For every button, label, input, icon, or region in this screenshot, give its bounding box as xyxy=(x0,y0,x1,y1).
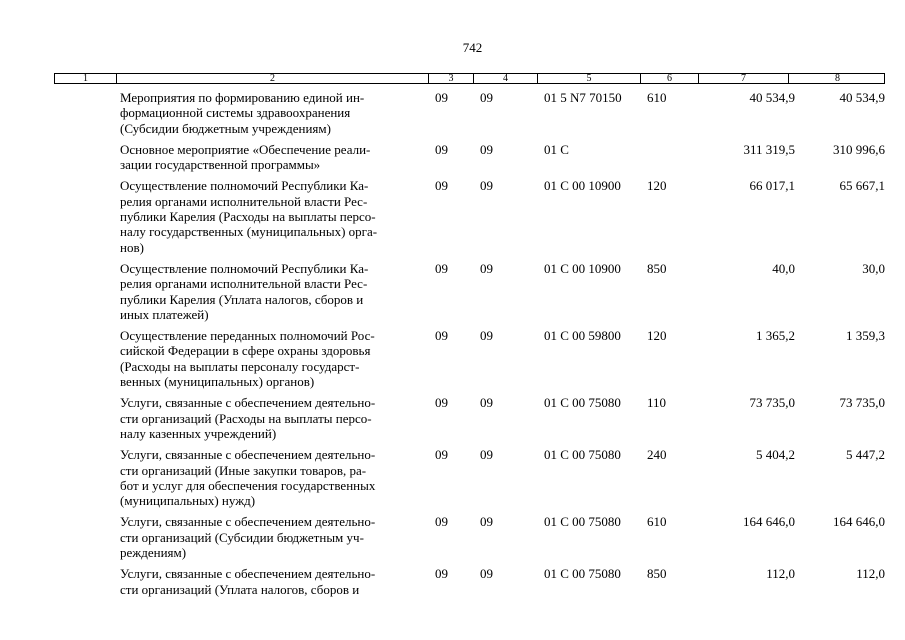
cell-subsection: 09 xyxy=(480,90,493,105)
cell-expense-type: 110 xyxy=(647,395,667,411)
cell-col-1 xyxy=(54,328,120,389)
cell-section: 09 xyxy=(435,178,448,194)
cell-subsection: 09 xyxy=(480,514,493,530)
cell-amount-1: 112,0 xyxy=(766,566,795,582)
cell-section: 09 xyxy=(435,447,448,463)
cell-amount-1: 1 365,2 xyxy=(756,328,795,344)
table-row xyxy=(54,514,885,560)
cell-amount-2: 30,0 xyxy=(862,260,885,276)
cell-expense-type xyxy=(647,142,705,173)
cell-subsection: 09 xyxy=(480,141,493,157)
cell-amount-1: 311 319,5 xyxy=(743,141,795,157)
header-col-1: 1 xyxy=(83,74,88,83)
cell-col-1 xyxy=(54,447,120,508)
header-col-2: 2 xyxy=(116,74,428,83)
cell-subsection: 09 xyxy=(480,395,493,411)
cell-amount-2: 112,0 xyxy=(856,566,885,582)
cell-name: Услуги, связанные с обеспечением деятельно- сти организаций (Уплата налогов, сборов и xyxy=(120,566,376,597)
cell-col-1 xyxy=(54,261,120,322)
cell-name: Услуги, связанные с обеспечением деятельно- сти организаций (Расходы на выплаты персо- налу казенных учреждений) xyxy=(120,395,376,441)
cell-expense-type: 610 xyxy=(647,514,667,530)
cell-target-article: 01 С xyxy=(544,141,569,157)
cell-col-1 xyxy=(54,178,120,254)
cell-amount-1: 40 534,9 xyxy=(749,90,795,105)
cell-section: 09 xyxy=(435,566,448,582)
cell-target-article: 01 С 00 75080 xyxy=(544,395,621,411)
table-row xyxy=(54,395,885,441)
cell-col-1 xyxy=(54,142,120,173)
cell-col-1 xyxy=(54,90,120,136)
cell-section: 09 xyxy=(435,90,448,105)
cell-expense-type: 850 xyxy=(647,566,667,582)
cell-expense-type: 610 xyxy=(647,90,667,105)
cell-name: Осуществление полномочий Республики Ка- релия органами исполнительной власти Рес- публики Карелия (Уплата налогов, сборов и иных платежей) xyxy=(120,260,369,322)
cell-target-article: 01 С 00 75080 xyxy=(544,566,621,582)
cell-expense-type: 120 xyxy=(647,178,667,194)
cell-expense-type: 240 xyxy=(647,447,667,463)
cell-name: Осуществление переданных полномочий Рос- сийской Федерации в сфере охраны здоровья (Расходы на выплаты персоналу государст- венных (муниципальных) органов) xyxy=(120,328,375,390)
cell-amount-2: 5 447,2 xyxy=(846,447,885,463)
cell-target-article: 01 5 N7 70150 xyxy=(544,90,622,105)
table-row xyxy=(54,142,885,173)
cell-expense-type: 850 xyxy=(647,260,667,276)
cell-section: 09 xyxy=(435,260,448,276)
cell-amount-1: 73 735,0 xyxy=(749,395,795,411)
table-row xyxy=(54,566,885,597)
table-header xyxy=(54,73,885,84)
cell-name: Основное мероприятие «Обеспечение реали- зации государственной программы» xyxy=(120,141,371,173)
cell-amount-2: 310 996,6 xyxy=(833,141,885,157)
cell-col-1 xyxy=(54,395,120,441)
header-col-8: 8 xyxy=(788,74,886,83)
cell-name: Услуги, связанные с обеспечением деятельно- сти организаций (Субсидии бюджетным уч- реждениям) xyxy=(120,514,376,561)
cell-section: 09 xyxy=(435,141,448,157)
cell-target-article: 01 С 00 75080 xyxy=(544,514,621,530)
cell-amount-2: 40 534,9 xyxy=(839,90,885,105)
cell-amount-2: 73 735,0 xyxy=(839,395,885,411)
table-row xyxy=(54,328,885,389)
header-col-7: 7 xyxy=(698,74,788,83)
cell-amount-2: 164 646,0 xyxy=(833,514,885,530)
cell-section: 09 xyxy=(435,328,448,344)
cell-amount-2: 65 667,1 xyxy=(839,178,885,194)
table-body xyxy=(54,90,885,603)
header-col-6: 6 xyxy=(640,74,698,83)
cell-subsection: 09 xyxy=(480,178,493,194)
cell-name: Услуги, связанные с обеспечением деятельно- сти организаций (Иные закупки товаров, ра- бот и услуг для обеспечения государственных (муниципальных) нужд) xyxy=(120,447,376,509)
cell-target-article: 01 С 00 75080 xyxy=(544,447,621,463)
table-row xyxy=(54,178,885,254)
cell-amount-1: 40,0 xyxy=(772,260,795,276)
page-number: 742 xyxy=(462,40,483,55)
cell-amount-2: 1 359,3 xyxy=(846,328,885,344)
cell-subsection: 09 xyxy=(480,566,493,582)
cell-section: 09 xyxy=(435,514,448,530)
cell-section: 09 xyxy=(435,395,448,411)
cell-col-1 xyxy=(54,514,120,560)
cell-expense-type: 120 xyxy=(647,328,667,344)
cell-name: Осуществление полномочий Республики Ка- релия органами исполнительной власти Рес- публики Карелия (Расходы на выплаты персо- налу государственных (муниципальных) орга- нов) xyxy=(120,178,378,255)
cell-col-1 xyxy=(54,566,120,597)
table-row xyxy=(54,90,885,136)
cell-subsection: 09 xyxy=(480,328,493,344)
cell-amount-1: 5 404,2 xyxy=(756,447,795,463)
cell-target-article: 01 С 00 10900 xyxy=(544,178,621,194)
table-row xyxy=(54,447,885,508)
cell-subsection: 09 xyxy=(480,260,493,276)
header-col-3: 3 xyxy=(428,74,473,83)
cell-name: Мероприятия по формированию единой ин- формационной системы здравоохранения (Субсидии бюджетным учреждениям) xyxy=(120,90,365,136)
table-row xyxy=(54,261,885,322)
cell-amount-1: 164 646,0 xyxy=(743,514,795,530)
header-col-4: 4 xyxy=(473,74,537,83)
header-col-5: 5 xyxy=(537,74,640,83)
cell-target-article: 01 С 00 10900 xyxy=(544,260,621,276)
cell-target-article: 01 С 00 59800 xyxy=(544,328,621,344)
cell-subsection: 09 xyxy=(480,447,493,463)
cell-amount-1: 66 017,1 xyxy=(749,178,795,194)
